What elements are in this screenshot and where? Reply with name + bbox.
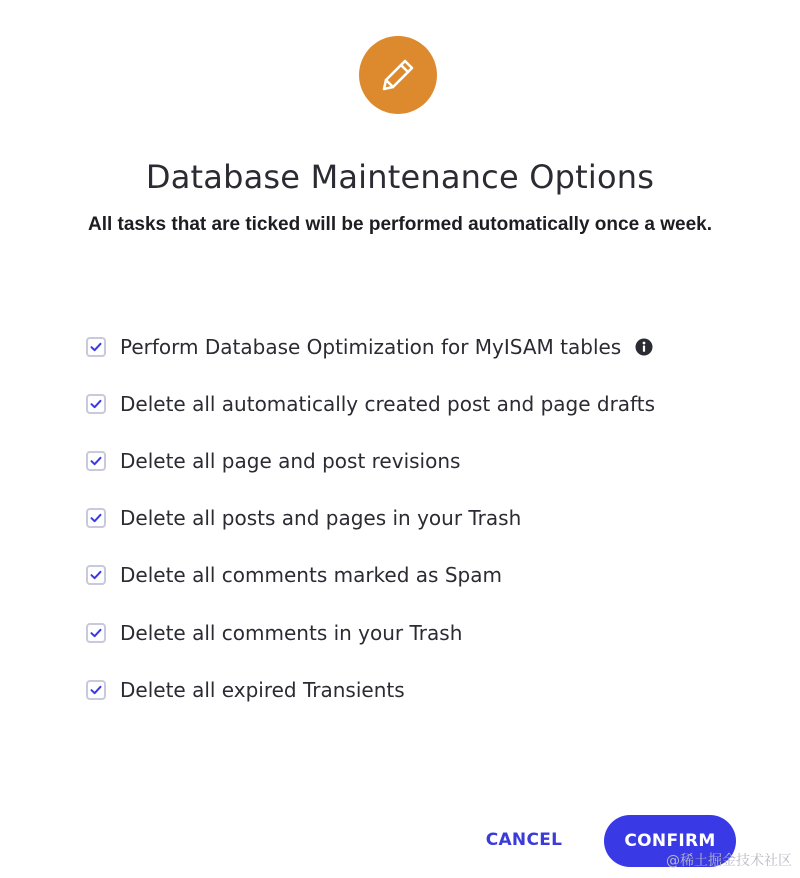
- dialog-subtitle: All tasks that are ticked will be performed automatically once a week.: [87, 214, 713, 235]
- option-label: Delete all page and post revisions: [120, 448, 461, 473]
- checkbox[interactable]: [86, 394, 106, 414]
- option-label: Delete all comments marked as Spam: [120, 563, 502, 588]
- check-icon: [89, 397, 103, 411]
- option-delete-spam-comments[interactable]: [86, 547, 655, 604]
- option-delete-revisions[interactable]: [86, 432, 655, 489]
- option-label: Perform Database Optimization for MyISAM tables: [120, 334, 622, 359]
- option-delete-trash-comments[interactable]: [86, 604, 655, 661]
- cancel-button[interactable]: CANCEL: [470, 818, 578, 862]
- option-label: Delete all posts and pages in your Trash: [120, 506, 522, 531]
- check-icon: [89, 683, 103, 697]
- option-label: Delete all expired Transients: [120, 677, 405, 702]
- check-icon: [89, 568, 103, 582]
- check-icon: [89, 511, 103, 525]
- checkbox[interactable]: [86, 680, 106, 700]
- check-icon: [89, 626, 103, 640]
- dialog-title: Database Maintenance Options: [145, 158, 655, 196]
- option-label: Delete all automatically created post and page drafts: [120, 391, 656, 416]
- option-delete-trash-posts[interactable]: [86, 490, 655, 547]
- option-delete-transients[interactable]: [86, 661, 655, 718]
- watermark: @稀土掘金技术社区: [666, 853, 792, 869]
- option-optimize-myisam[interactable]: [86, 318, 655, 375]
- checkbox[interactable]: [86, 451, 106, 471]
- check-icon: [89, 340, 103, 354]
- pencil-icon: [359, 36, 437, 114]
- checkbox[interactable]: [86, 565, 106, 585]
- info-icon[interactable]: [635, 338, 653, 356]
- check-icon: [89, 454, 103, 468]
- confirm-button[interactable]: CONFIRM: [604, 815, 736, 867]
- options-list: [86, 318, 655, 718]
- option-label: Delete all comments in your Trash: [120, 620, 463, 645]
- option-delete-drafts[interactable]: [86, 375, 655, 432]
- checkbox[interactable]: [86, 508, 106, 528]
- checkbox[interactable]: [86, 623, 106, 643]
- checkbox[interactable]: [86, 337, 106, 357]
